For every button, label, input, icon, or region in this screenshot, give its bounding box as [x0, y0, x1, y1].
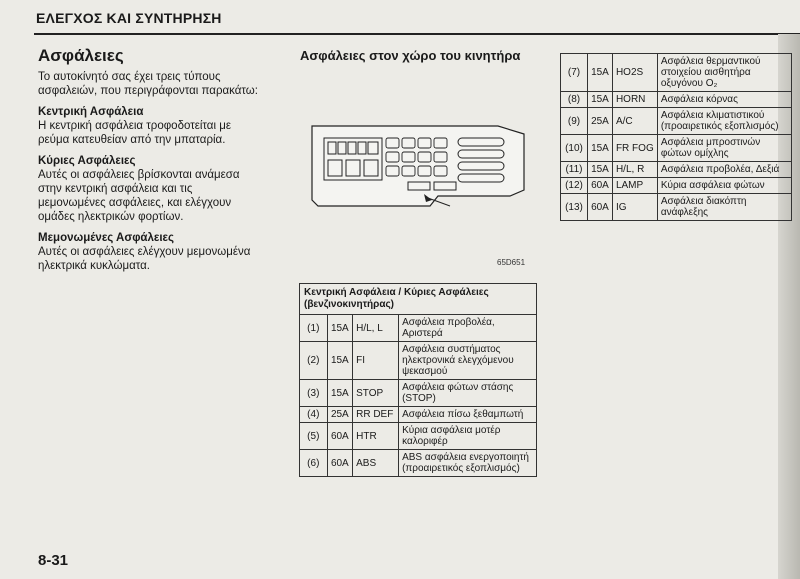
engine-fuses-title: Ασφάλειες στον χώρο του κινητήρα [300, 48, 521, 63]
text-individual-fuses: Αυτές οι ασφάλειες ελέγχουν μεμονωμένα ηλεκτρικά κυκλώματα. [38, 246, 251, 272]
page-number: 8-31 [38, 552, 69, 569]
page-header: ΕΛΕΓΧΟΣ ΚΑΙ ΣΥΝΤΗΡΗΣΗ [36, 10, 222, 26]
table-row: (3) 15A STOP Ασφάλεια φώτων στάσης (STOP) [300, 380, 537, 407]
table-row: (4) 25A RR DEF Ασφάλεια πίσω ξεθαμπωτή [300, 407, 537, 423]
main-fuses-table [299, 283, 537, 477]
heading-central-fuse: Κεντρική Ασφάλεια [38, 106, 144, 118]
table-row: (12) 60A LAMP Κύρια ασφάλεια φώτων [561, 178, 792, 194]
text-main-fuses: Αυτές οι ασφάλειες βρίσκονται ανάμεσα στην κεντρική ασφάλεια και τις μεμονωμένες ασφάλειες, και ελέγχουν ομάδες ηλεκτρικών φορτίων. [38, 169, 240, 223]
table-row: (6) 60A ABS ABS ασφάλεια ενεργοποιητή (προαιρετικός εξοπλισμός) [300, 450, 537, 477]
individual-fuses-table [560, 53, 792, 221]
table-row: (11) 15A H/L, R Ασφάλεια προβολέα, Δεξιά [561, 162, 792, 178]
diagram-code: 65D651 [497, 258, 526, 267]
table-row: (7) 15A HO2S Ασφάλεια θερμαντικού στοιχείου αισθητήρα οξυγόνου O₂ [561, 54, 792, 92]
text-central-fuse: Η κεντρική ασφάλεια τροφοδοτείται με ρεύμα κατευθείαν από την μπαταρία. [38, 120, 231, 146]
intro-text: Το αυτοκίνητό σας έχει τρεις τύπους ασφαλειών, που περιγράφονται παρακάτω: [38, 71, 258, 97]
left-column [38, 46, 260, 280]
heading-individual-fuses: Μεμονωμένες Ασφάλειες [38, 232, 174, 244]
table-row: (9) 25A A/C Ασφάλεια κλιματιστικού (προαιρετικός εξοπλισμός) [561, 108, 792, 135]
table-row: (13) 60A IG Ασφάλεια διακόπτη ανάφλεξης [561, 194, 792, 221]
table-row: (2) 15A FI Ασφάλεια συστήματος ηλεκτρονικά ελεγχόμενου ψεκασμού [300, 342, 537, 380]
heading-main-fuses: Κύριες Ασφάλειες [38, 155, 136, 167]
table-row: (5) 60A HTR Κύρια ασφάλεια μοτέρ καλοριφέρ [300, 423, 537, 450]
table-caption: Κεντρική Ασφάλεια / Κύριες Ασφάλειες (βενζινοκινητήρας) [300, 284, 537, 315]
header-rule [34, 33, 800, 35]
table-row: (8) 15A HORN Ασφάλεια κόρνας [561, 92, 792, 108]
table-row: (10) 15A FR FOG Ασφάλεια μπροστινών φώτων ομίχλης [561, 135, 792, 162]
table-row: (1) 15A H/L, L Ασφάλεια προβολέα, Αριστερά [300, 315, 537, 342]
fuse-box-diagram [298, 74, 538, 270]
section-title: Ασφάλειες [38, 46, 124, 65]
